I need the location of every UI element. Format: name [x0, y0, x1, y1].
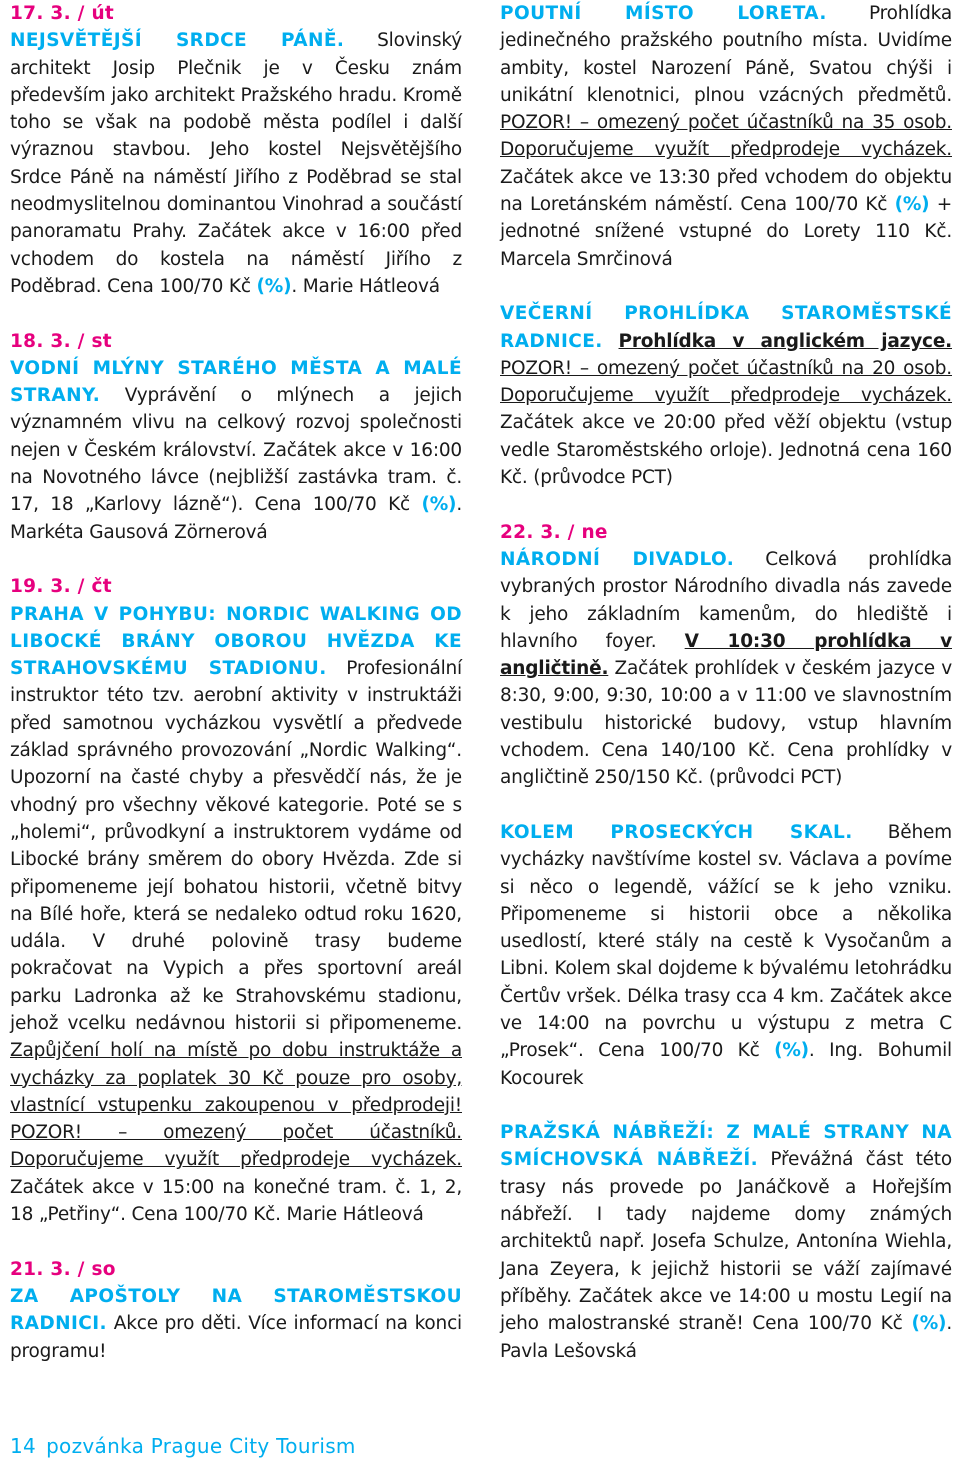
discount-mark: (%)	[894, 194, 930, 216]
event-date: 21. 3. / so	[10, 1258, 116, 1280]
event-description	[10, 1283, 462, 1365]
event-guide: + jednotné snížené vstupné do Lorety 110 Kč. Marcela Smrčinová	[500, 194, 953, 270]
publication-name: pozvánka Prague City Tourism	[46, 1434, 356, 1458]
event-text: Profesionální instruktor této tzv. aerobní aktivity v instruktáži před samotnou vycházkou vysvětlí a předvede základ správného provozování „Nordic Walking“. Upozorní na časté chyby a přesvědčí nás, že je vhodný pro všechny věkové kategorie. Poté se s „holemi“, průvodkyní a instruktorem vydáme od Libocké brány směrem do obory Hvězda. Zde si připomeneme její bohatou historii, včetně bitvy na Bílé hoře, která se nedaleko odtud roku 1620, udála. V druhé polovině trasy budeme pokračovat na Vypich a přes sportovní areál parku Ladronka až ke Strahovskému stadionu, jehož vcelku nedávnou historii si připomeneme.	[10, 658, 462, 1034]
event-guide: . Marie Hátleová	[291, 275, 440, 297]
event-date: 18. 3. / st	[10, 330, 112, 352]
discount-mark: (%)	[256, 275, 292, 297]
event-text: Prohlídka jedinečného pražského poutního místa. Uvidíme ambity, kostel Narození Páně, Svatou chýši i unikátní klenotnici, plnou vzácných předmětů.	[500, 3, 953, 106]
event-guide: . Ing. Bohumil Kocourek	[500, 1040, 952, 1089]
event-guide: Začátek akce v 15:00 na konečné tram. č. 1, 2, 18 „Petřiny“. Cena 100/70 Kč. Marie Hátleová	[10, 1176, 462, 1226]
event-title: NEJSVĚTĚJŠÍ SRDCE PÁNĚ.	[10, 30, 345, 52]
event-notice: Zapůjčení holí na místě po dobu instruktáže a vycházky za poplatek 30 Kč pouze pro osoby, vlastnící vstupenku zakoupenou v předprodeji! POZOR! – omezený počet účastníků. Doporučujeme využít předprodeje vycházek.	[10, 1040, 462, 1171]
event-date: 17. 3. / út	[10, 3, 115, 24]
event-language-note: Prohlídka v anglickém jazyce.	[618, 330, 952, 352]
discount-mark: (%)	[774, 1040, 809, 1062]
event-text: Akce pro děti. Více informací na konci programu!	[10, 1313, 462, 1362]
event-title: ZA APOŠTOLY NA STAROMĚSTSKOU RADNICI.	[10, 1285, 462, 1335]
right-column	[500, 0, 952, 1392]
event-text: Slovinský architekt Josip Plečnik je v Česku znám především jako architekt Pražského hradu. Kromě toho se však na podobě města podílel i další výraznou stavbou. Jeho kostel Nejsvětějšího Srdce Páně na náměstí Jiřího z Poděbrad se stal neodmyslitelnou dominantou Vinohrad a součástí panoramatu Prahy. Začátek akce v 16:00 před vchodem do kostela na náměstí Jiřího z Poděbrad. Cena 100/70 Kč	[10, 30, 462, 297]
event-description	[10, 355, 462, 546]
event-language-note: V 10:30 prohlídka v angličtině.	[500, 630, 952, 680]
event-description	[500, 546, 952, 792]
event-guide: . Markéta Gausová Zörnerová	[10, 494, 462, 543]
page-number: 14	[10, 1434, 37, 1458]
event-title: VEČERNÍ PROHLÍDKA STAROMĚSTSKÉ RADNICE.	[500, 303, 952, 352]
event-date: 22. 3. / ne	[500, 521, 608, 543]
event-text-2: Začátek prohlídek v českém jazyce v 8:30, 9:00, 9:30, 10:00 a v 11:00 ve slavnostním vestibulu historické budovy, vstup hlavním vchodem. Cena 140/100 Kč. Cena prohlídky v angličtině 250/150 Kč. (průvodci PCT)	[500, 658, 952, 789]
event-text: Vyprávění o mlýnech a jejich významném vlivu na celkový rozvoj společnosti nejen v Českém království. Začátek akce v 16:00 na Novotného lávce (nejbližší zastávka tram. č. 17, 18 „Karlovy lázně“). Cena 100/70 Kč	[10, 385, 462, 516]
event-text: Převážná část této trasy nás provede po Janáčkově a Hořejším nábřeží. I tady najdeme domy známých architektů např. Josefa Schulze, Antonína Wiehla, Jana Zeyera, k jejichž historii se váží zajímavé příběhy. Začátek akce ve 14:00 u mostu Legií na jeho malostranské straně! Cena 100/70 Kč	[500, 1149, 952, 1335]
left-column	[10, 0, 462, 1392]
discount-mark: (%)	[911, 1313, 947, 1335]
event-text: Během vycházky navštívíme kostel sv. Václava a povíme si něco o legendě, vážící se k jeho vzniku. Připomeneme si historii obce a několika usedlostí, které stály na cestě k Vysočanům a Libni. Kolem skal dojdeme k bývalému letohrádku Čertův vršek. Délka trasy cca 4 km. Začátek akce ve 14:00 na povrchu u výstupu z metra C „Prosek“. Cena 100/70 Kč	[500, 821, 952, 1062]
event-title: POUTNÍ MÍSTO LORETA.	[500, 3, 827, 24]
event-title: PRAHA V POHYBU: NORDIC WALKING OD LIBOCKÉ BRÁNY OBOROU HVĚZDA KE STRAHOVSKÉMU STADIONU.	[10, 603, 462, 680]
event-notice: POZOR! – omezený počet účastníků na 20 osob. Doporučujeme využít předprodeje vycházek.	[500, 357, 952, 407]
event-description	[500, 1119, 952, 1365]
event-description	[10, 27, 462, 300]
event-description	[10, 601, 462, 1229]
event-description	[500, 300, 952, 491]
event-notice: POZOR! – omezený počet účastníků na 35 osob. Doporučujeme využít předprodeje vycházek.	[500, 112, 952, 161]
event-description	[500, 0, 952, 273]
event-guide: . Pavla Lešovská	[500, 1313, 952, 1362]
event-title: NÁRODNÍ DIVADLO.	[500, 548, 735, 570]
event-text-2: Začátek akce ve 13:30 před vchodem do objektu na Loretánském náměstí. Cena 100/70 Kč	[500, 166, 952, 216]
event-title: KOLEM PROSECKÝCH SKAL.	[500, 821, 853, 843]
event-date: 19. 3. / čt	[10, 576, 112, 598]
discount-mark: (%)	[421, 494, 457, 516]
event-title: PRAŽSKÁ NÁBŘEŽÍ: Z MALÉ STRANY NA SMÍCHOVSKÁ NÁBŘEŽÍ.	[500, 1122, 952, 1171]
page-footer	[10, 1434, 356, 1458]
event-text: Celková prohlídka vybraných prostor Národního divadla nás zavede k jeho základním kamenům, do hlediště i hlavního foyer.	[500, 548, 953, 652]
event-text: Začátek akce ve 20:00 před věží objektu (vstup vedle Staroměstského orloje). Jednotná cena 160 Kč. (průvodce PCT)	[500, 412, 952, 489]
event-description	[500, 819, 952, 1092]
event-title: VODNÍ MLÝNY STARÉHO MĚSTA A MALÉ STRANY.	[10, 357, 462, 407]
